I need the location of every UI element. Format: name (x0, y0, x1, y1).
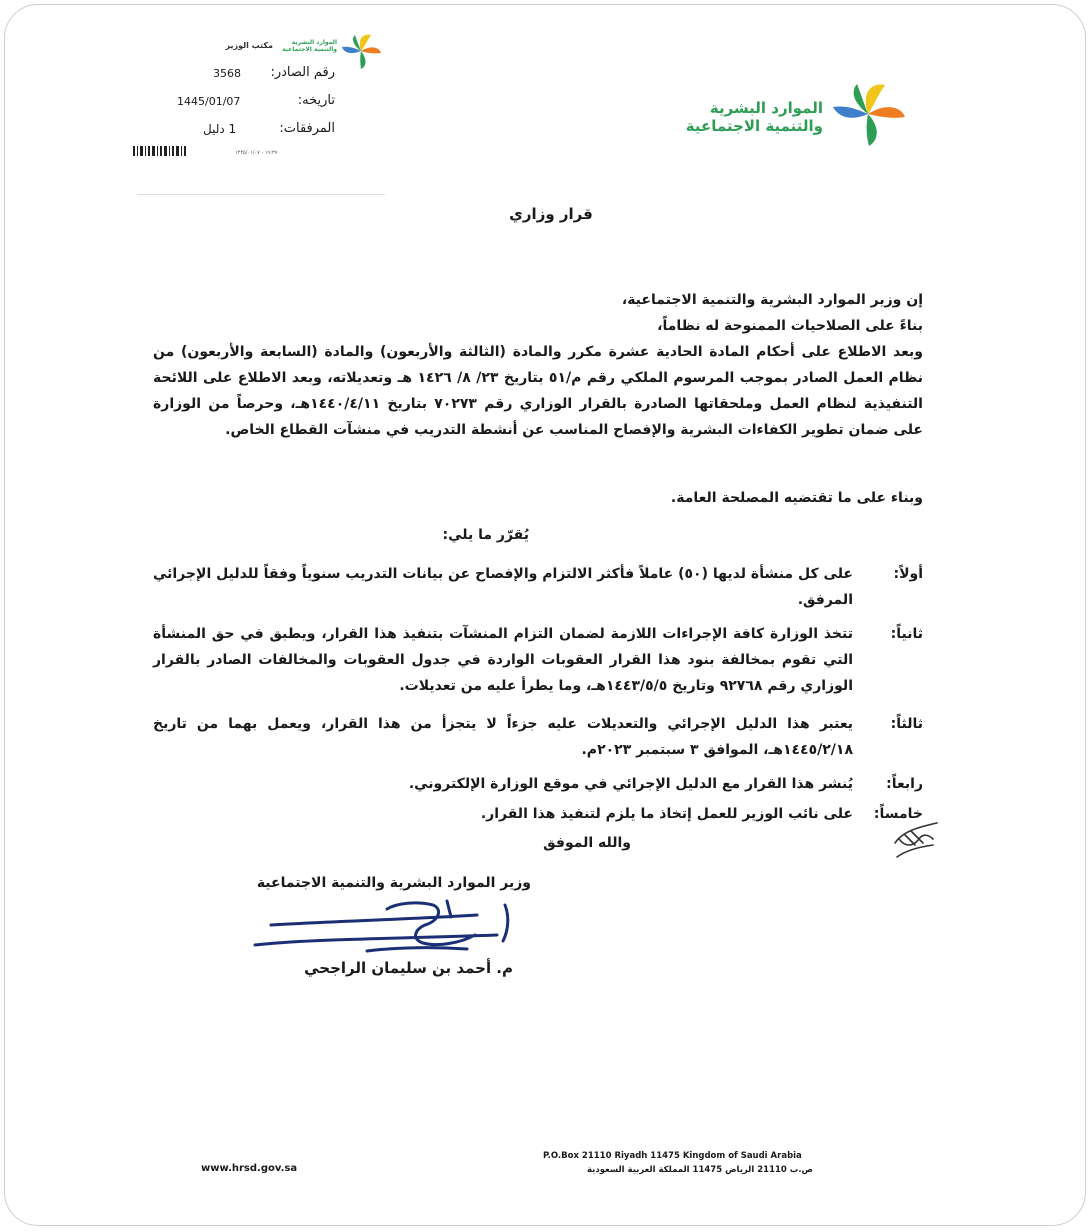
decision-item-number: ثانياً: (890, 626, 923, 642)
logo-text-line1: الموارد البشرية (709, 99, 823, 117)
decision-item-text: يُنشر هذا القرار مع الدليل الإجرائي في موقع الوزارة الإلكتروني. (408, 776, 853, 792)
initials-mark-icon (889, 817, 943, 863)
date-label: تاريخه: (297, 93, 335, 108)
signature-icon (247, 895, 547, 959)
document-title: قرار وزاري (509, 205, 593, 223)
intro-line-4: وبناء على ما تقتضيه المصلحة العامة. (670, 490, 923, 506)
ref-number-row (185, 65, 335, 85)
decision-item-3 (153, 711, 923, 763)
office-label: مكتب الوزير (225, 41, 273, 50)
decision-item-4 (153, 771, 923, 797)
decision-item-number: ثالثاً: (890, 716, 923, 732)
intro-line-2: بناءً على الصلاحيات الممنوحة له نظاماً، (657, 318, 923, 334)
decision-item-2 (153, 621, 923, 699)
footer-address-en: P.O.Box 21110 Riyadh 11475 Kingdom of Saudi Arabia (543, 1151, 802, 1161)
minister-name: م. أحمد بن سليمان الراجحي (304, 959, 513, 977)
attachments-label: المرفقات: (279, 121, 335, 136)
intro-paragraph-3: وبعد الاطلاع على أحكام المادة الحادية عشرة مكرر والمادة (الثالثة والأربعون) والمادة (السابعة والأربعون) من نظام العمل الصادر بموجب المرسوم الملكي رقم م/٥١ بتاريخ ٢٣/ ٨/ ١٤٢٦ هـ وتعديلاته، وبعد الاطلاع على اللائحة التنفيذية لنظام العمل وملحقاتها الصادرة بالقرار الوزاري رقم ٧٠٢٧٣ بتاريخ ١٤٤٠/٤/١١هـ، وحرصاً من الوزارة على ضمان تطوير الكفاءات البشرية والإفصاح المناسب عن أنشطة التدريب في منشآت القطاع الخاص. (153, 344, 923, 438)
decision-item-number: خامساً: (873, 806, 923, 822)
date-row (175, 93, 335, 113)
decision-item-text: تتخذ الوزارة كافة الإجراءات اللازمة لضمان التزام المنشآت بتنفيذ هذا القرار، ويطبق في حق المنشأة التي تقوم بمخالفة بنود هذا القرار العقوبات الواردة في جدول العقوبات والمخالفات الصادر بالقرار الوزاري رقم ٩٢٧٦٨ وتاريخ ١٤٤٣/٥/٥هـ، وما يطرأ عليه من تعديلات. (153, 626, 853, 694)
header-divider (137, 194, 385, 195)
small-ministry-logo-icon (337, 31, 385, 71)
ref-number-value: 3568 (213, 67, 241, 80)
attachments-value: 1 دليل (203, 122, 237, 136)
intro-line-1: إن وزير الموارد البشرية والتنمية الاجتماعية، (621, 292, 923, 308)
footer-website: www.hrsd.gov.sa (201, 1163, 298, 1174)
date-value: 1445/01/07 (177, 95, 241, 108)
minister-title: وزير الموارد البشرية والتنمية الاجتماعية (256, 875, 531, 891)
barcode-icon (133, 146, 189, 156)
decision-item-number: أولاً: (893, 566, 923, 582)
decides-heading: يُقرّر ما يلي: (442, 527, 529, 543)
document-frame (4, 4, 1086, 1226)
decision-item-1 (153, 561, 923, 613)
barcode-caption: ۱۴۴۵/۰۱/۰۷ - ۱۹:۳۷ (235, 150, 278, 156)
closing-text: والله الموفق (543, 835, 631, 851)
ministry-logo-icon (825, 79, 911, 149)
attachments-row (185, 121, 335, 141)
footer-address-ar: ص.ب 21110 الرياض 11475 المملكة العربية السعودية (586, 1165, 813, 1175)
logo-text-line2: والتنمية الاجتماعية (685, 117, 823, 135)
decision-item-5 (153, 801, 923, 827)
decision-item-text: على كل منشأة لديها (٥٠) عاملاً فأكثر الالتزام والإفصاح عن بيانات التدريب سنوياً وفقاً للدليل الإجرائي المرفق. (153, 566, 853, 608)
small-logo-text: الموارد البشرية والتنمية الاجتماعية (282, 39, 337, 53)
ref-number-label: رقم الصادر: (270, 65, 335, 80)
decision-item-text: يعتبر هذا الدليل الإجرائي والتعديلات عليه جزءاً لا يتجزأ من هذا القرار، ويعمل بهما من تاريخ ١٤٤٥/٢/١٨هـ، الموافق ٣ سبتمبر ٢٠٢٣م. (153, 716, 853, 758)
decision-item-number: رابعاً: (886, 776, 923, 792)
decision-item-text: على نائب الوزير للعمل إتخاذ ما يلزم لتنفيذ هذا القرار. (480, 806, 853, 822)
